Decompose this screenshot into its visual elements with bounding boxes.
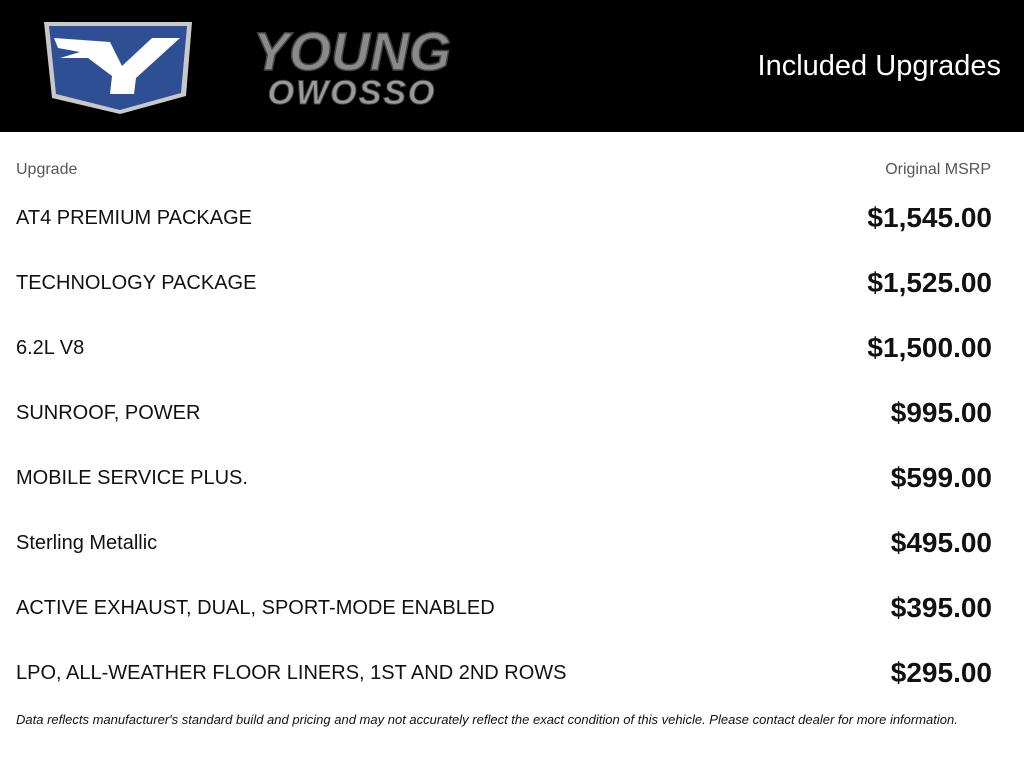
upgrade-price: $395.00 (890, 592, 992, 623)
logo-text-young: YOUNG (252, 22, 452, 82)
upgrade-name: 6.2L V8 (16, 337, 85, 359)
upgrade-name: ACTIVE EXHAUST, DUAL, SPORT-MODE ENABLED (16, 597, 495, 619)
column-header-msrp: Original MSRP (885, 161, 991, 178)
upgrade-name: MOBILE SERVICE PLUS. (16, 467, 248, 489)
upgrades-list (16, 185, 992, 705)
disclaimer-text: Data reflects manufacturer's standard build and pricing and may not accurately reflect the exact condition of this vehicle. Please contact dealer for more information. (16, 712, 958, 727)
upgrade-row (16, 380, 992, 445)
dealer-logo (40, 18, 510, 118)
upgrade-name: Sterling Metallic (16, 532, 158, 554)
upgrade-price: $1,525.00 (867, 267, 992, 298)
upgrade-price: $495.00 (890, 527, 992, 558)
upgrade-row (16, 510, 992, 575)
upgrade-row (16, 185, 992, 250)
upgrade-price: $295.00 (890, 657, 992, 688)
logo-text-owosso: OWOSSO (267, 74, 437, 112)
upgrade-row (16, 575, 992, 640)
upgrade-name: AT4 PREMIUM PACKAGE (16, 207, 252, 229)
upgrade-row (16, 315, 992, 380)
column-header-upgrade: Upgrade (16, 161, 78, 178)
page-header (0, 0, 1024, 132)
young-y-shield-logo-icon (40, 18, 510, 118)
upgrade-price: $995.00 (890, 397, 992, 428)
upgrade-row (16, 640, 992, 705)
upgrade-price: $599.00 (890, 462, 992, 493)
upgrade-price: $1,500.00 (867, 332, 992, 363)
upgrade-name: TECHNOLOGY PACKAGE (16, 272, 257, 294)
upgrade-row (16, 445, 992, 510)
page-title: Included Upgrades (757, 50, 1001, 82)
upgrade-name: SUNROOF, POWER (16, 402, 201, 424)
upgrade-name: LPO, ALL-WEATHER FLOOR LINERS, 1ST AND 2ND ROWS (16, 662, 567, 684)
upgrade-price: $1,545.00 (867, 202, 992, 233)
upgrade-row (16, 250, 992, 315)
